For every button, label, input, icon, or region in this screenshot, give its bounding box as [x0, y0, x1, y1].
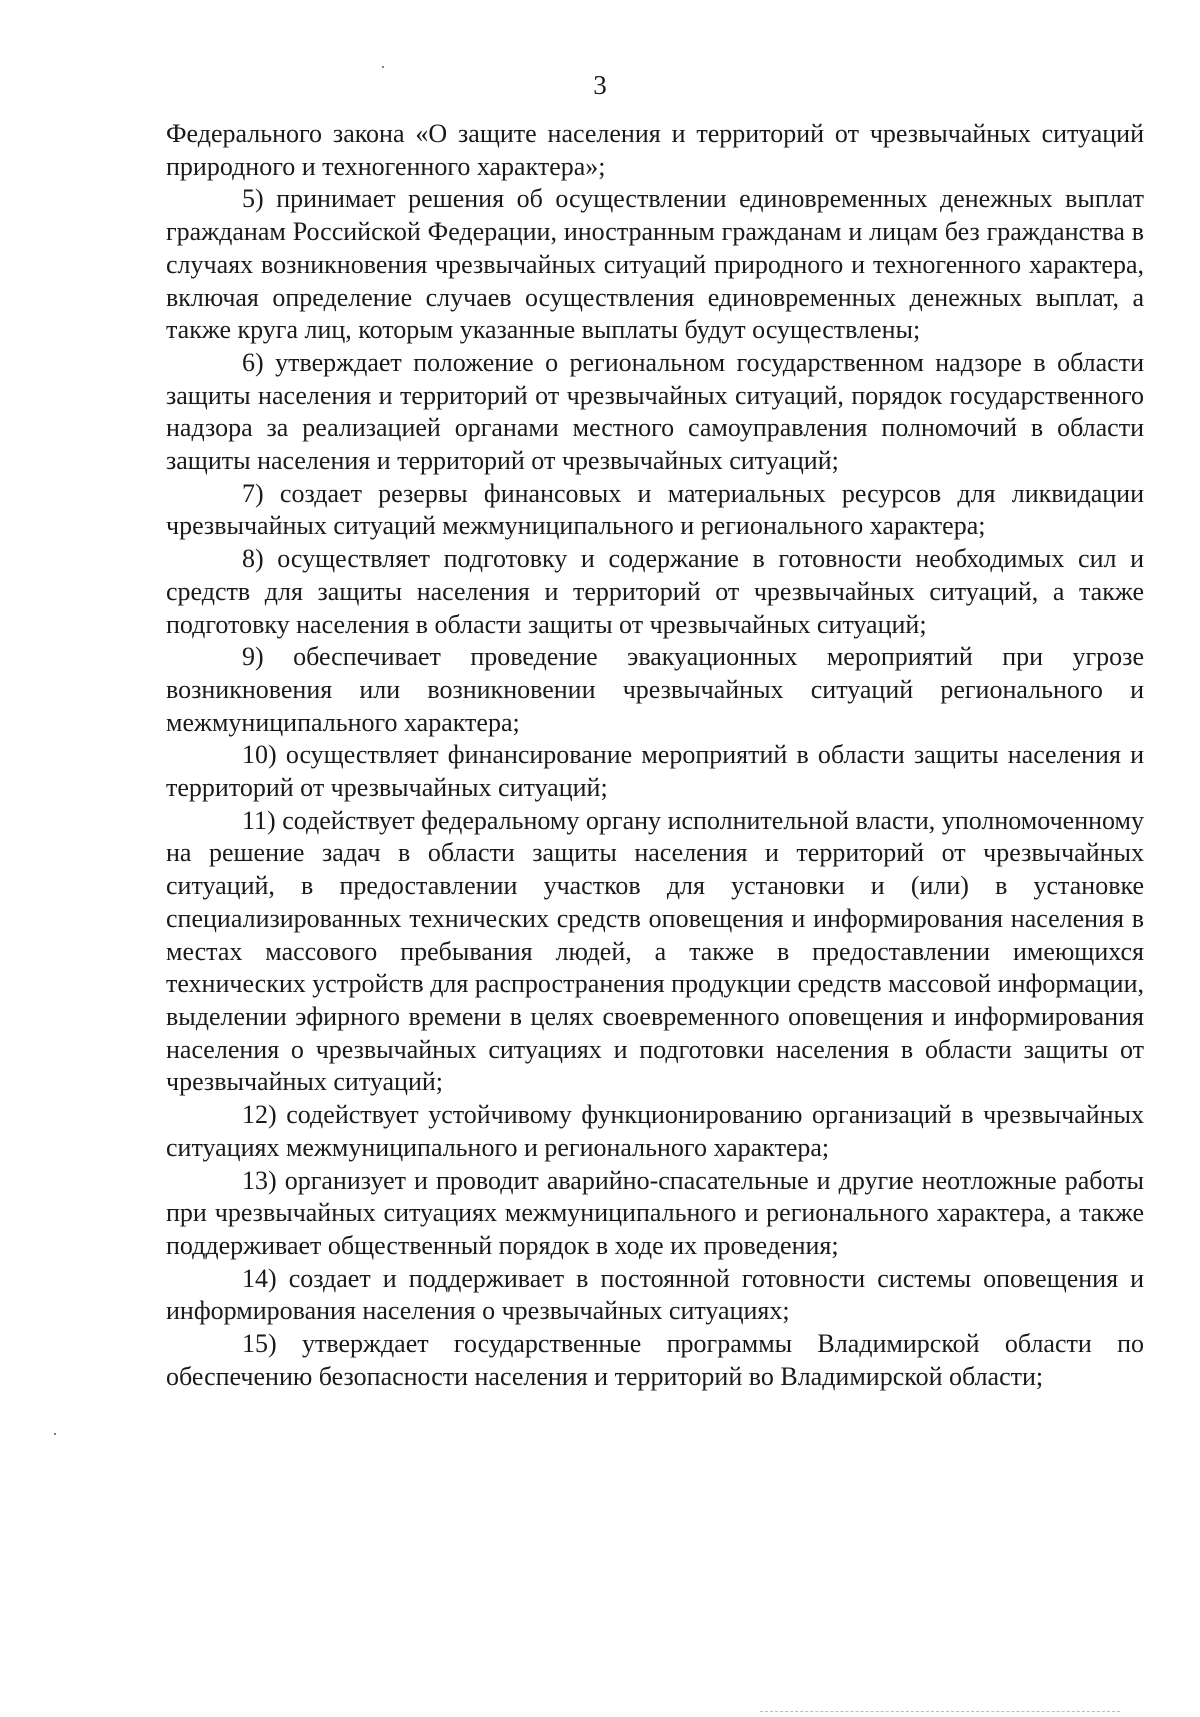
- paragraph-item-14: 14) создает и поддерживает в постоянной готовности системы оповещения и информирования населения о чрезвычайных ситуациях;: [166, 1263, 1144, 1326]
- scan-edge-line: [760, 1711, 1120, 1712]
- paragraph-item-7: 7) создает резервы финансовых и материальных ресурсов для ликвидации чрезвычайных ситуаций межмуниципального и регионального характера;: [166, 478, 1144, 541]
- page-number: 3: [593, 70, 607, 100]
- document-body: [166, 118, 1144, 1393]
- scan-speck: [382, 66, 384, 68]
- paragraph-item-10: 10) осуществляет финансирование мероприятий в области защиты населения и территорий от чрезвычайных ситуаций;: [166, 740, 1144, 803]
- paragraph-item-8: 8) осуществляет подготовку и содержание в готовности необходимых сил и средств для защиты населения и территорий от чрезвычайных ситуаций, а также подготовку населения в области защиты от чрезвычайных ситуаций;: [166, 544, 1144, 639]
- paragraph-item-11: 11) содействует федеральному органу исполнительной власти, уполномоченному на решение задач в области защиты населения и территорий от чрезвычайных ситуаций, в предоставлении участков для установки и (или) в установке специализированных технических средств оповещения и информирования населения в местах массового пребывания людей, а также в предоставлении имеющихся технических устройств для распространения продукции средств массовой информации, выделении эфирного времени в целях своевременного оповещения и информирования населения о чрезвычайных ситуациях и подготовки населения в области защиты от чрезвычайных ситуаций;: [166, 805, 1144, 1097]
- scan-speck: [54, 1433, 56, 1435]
- paragraph-item-5: 5) принимает решения об осуществлении единовременных денежных выплат гражданам Российской Федерации, иностранным гражданам и лицам без гражданства в случаях возникновения чрезвычайных ситуаций природного и техногенного характера, включая определение случаев осуществления единовременных денежных выплат, а также круга лиц, которым указанные выплаты будут осуществлены;: [166, 184, 1144, 345]
- paragraph-item-9: 9) обеспечивает проведение эвакуационных мероприятий при угрозе возникновения или возникновении чрезвычайных ситуаций регионального и межмуниципального характера;: [166, 642, 1144, 737]
- paragraph-item-6: 6) утверждает положение о региональном государственном надзоре в области защиты населения и территорий от чрезвычайных ситуаций, порядок государственного надзора за реализацией органами местного самоуправления полномочий в области защиты населения и территорий от чрезвычайных ситуаций;: [166, 347, 1144, 476]
- paragraph-continuation: Федерального закона «О защите населения и территорий от чрезвычайных ситуаций природного и техногенного характера»;: [166, 119, 1144, 181]
- paragraph-item-12: 12) содействует устойчивому функционированию организаций в чрезвычайных ситуациях межмуниципального и регионального характера;: [166, 1100, 1144, 1162]
- paragraph-item-13: 13) организует и проводит аварийно-спасательные и другие неотложные работы при чрезвычайных ситуациях межмуниципального и регионального характера, а также поддерживает общественный порядок в ходе их проведения;: [166, 1165, 1144, 1260]
- paragraph-item-15: 15) утверждает государственные программы Владимирской области по обеспечению безопасности населения и территорий во Владимирской области;: [166, 1329, 1144, 1391]
